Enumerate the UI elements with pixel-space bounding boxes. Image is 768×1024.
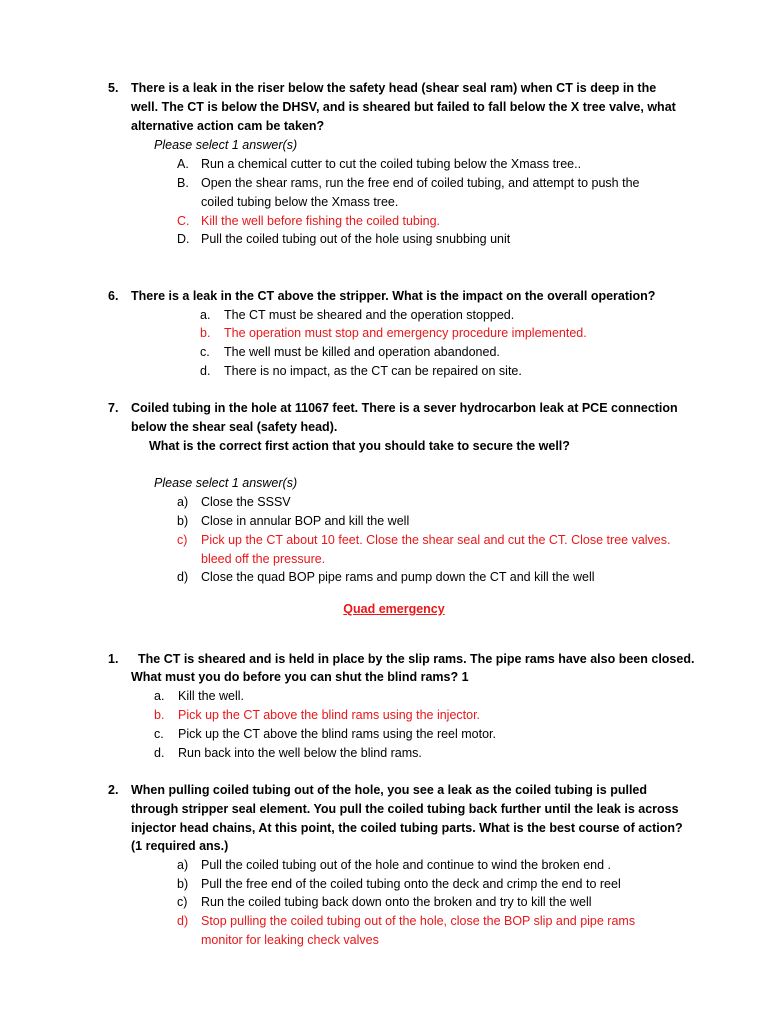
option-text: Kill the well.: [178, 689, 244, 703]
option-text: The well must be killed and operation abandoned.: [224, 345, 500, 359]
question-text: through stripper seal element. You pull the coiled tubing back further until the leak is across: [131, 802, 679, 816]
option-label: d): [177, 570, 189, 584]
option-text-correct: bleed off the pressure.: [201, 552, 326, 566]
option-label: d.: [154, 746, 165, 760]
option-text-correct: Stop pulling the coiled tubing out of the hole, close the BOP slip and pipe rams: [201, 914, 636, 928]
option-label: d.: [200, 364, 211, 378]
question-text: (1 required ans.): [131, 839, 229, 853]
question-text: alternative action cam be taken?: [131, 119, 325, 133]
option-label: b): [177, 514, 189, 528]
option-label-correct: c): [177, 533, 188, 547]
option-text-correct: Pick up the CT above the blind rams using the injector.: [178, 708, 481, 722]
question-number: 5.: [108, 81, 119, 95]
option-label-correct: b.: [200, 326, 211, 340]
question-number: 2.: [108, 783, 119, 797]
question-text: What is the correct first action that you should take to secure the well?: [149, 439, 570, 453]
option-text: Open the shear rams, run the free end of coiled tubing, and attempt to push the: [201, 176, 640, 190]
option-label: c.: [200, 345, 210, 359]
option-text-correct: Kill the well before fishing the coiled tubing.: [201, 214, 441, 228]
question-text: The CT is sheared and is held in place by the slip rams. The pipe rams have also been closed.: [138, 652, 695, 666]
option-text: Pick up the CT above the blind rams using the reel motor.: [178, 727, 496, 741]
question-text: There is a leak in the riser below the safety head (shear seal ram) when CT is deep in the: [131, 81, 657, 95]
option-label: D.: [177, 232, 190, 246]
option-text: Close the SSSV: [201, 495, 291, 509]
option-label: a.: [154, 689, 165, 703]
option-label: b): [177, 877, 189, 891]
option-label: B.: [177, 176, 189, 190]
option-label: A.: [177, 157, 189, 171]
option-text-correct: monitor for leaking check valves: [201, 933, 379, 947]
option-text: Run a chemical cutter to cut the coiled tubing below the Xmass tree..: [201, 157, 582, 171]
question-text: injector head chains, At this point, the coiled tubing parts. What is the best course of action?: [131, 821, 683, 835]
answer-hint: Please select 1 answer(s): [154, 476, 298, 490]
question-number: 1.: [108, 652, 119, 666]
question-text: well. The CT is below the DHSV, and is sheared but failed to fall below the X tree valve, what: [131, 100, 676, 114]
answer-hint: Please select 1 answer(s): [154, 138, 298, 152]
question-number: 7.: [108, 401, 119, 415]
option-text: Run back into the well below the blind rams.: [178, 746, 422, 760]
option-label: a): [177, 495, 189, 509]
option-text: Run the coiled tubing back down onto the broken and try to kill the well: [201, 895, 592, 909]
question-text: below the shear seal (safety head).: [131, 420, 338, 434]
option-text: Close the quad BOP pipe rams and pump down the CT and kill the well: [201, 570, 595, 584]
option-text: Pull the free end of the coiled tubing onto the deck and crimp the end to reel: [201, 877, 621, 891]
option-text: Pull the coiled tubing out of the hole using snubbing unit: [201, 232, 511, 246]
option-label: c): [177, 895, 188, 909]
option-label: a): [177, 858, 189, 872]
option-label: c.: [154, 727, 164, 741]
option-text: Pull the coiled tubing out of the hole and continue to wind the broken end .: [201, 858, 612, 872]
question-text: Coiled tubing in the hole at 11067 feet. There is a sever hydrocarbon leak at PCE connection: [131, 401, 678, 415]
option-label-correct: d): [177, 914, 189, 928]
question-number: 6.: [108, 289, 119, 303]
question-text: When pulling coiled tubing out of the hole, you see a leak as the coiled tubing is pulled: [131, 783, 648, 797]
question-text: There is a leak in the CT above the stripper. What is the impact on the overall operation?: [131, 289, 656, 303]
option-text-correct: Pick up the CT about 10 feet. Close the shear seal and cut the CT. Close tree valves.: [201, 533, 671, 547]
option-text-correct: The operation must stop and emergency procedure implemented.: [224, 326, 587, 340]
option-label-correct: b.: [154, 708, 165, 722]
option-text: coiled tubing below the Xmass tree.: [201, 195, 399, 209]
option-text: The CT must be sheared and the operation stopped.: [224, 308, 515, 322]
section-heading: Quad emergency: [343, 602, 445, 616]
option-label-correct: C.: [177, 214, 190, 228]
option-text: Close in annular BOP and kill the well: [201, 514, 410, 528]
option-text: There is no impact, as the CT can be repaired on site.: [224, 364, 522, 378]
option-label: a.: [200, 308, 211, 322]
question-text: What must you do before you can shut the blind rams? 1: [131, 670, 469, 684]
